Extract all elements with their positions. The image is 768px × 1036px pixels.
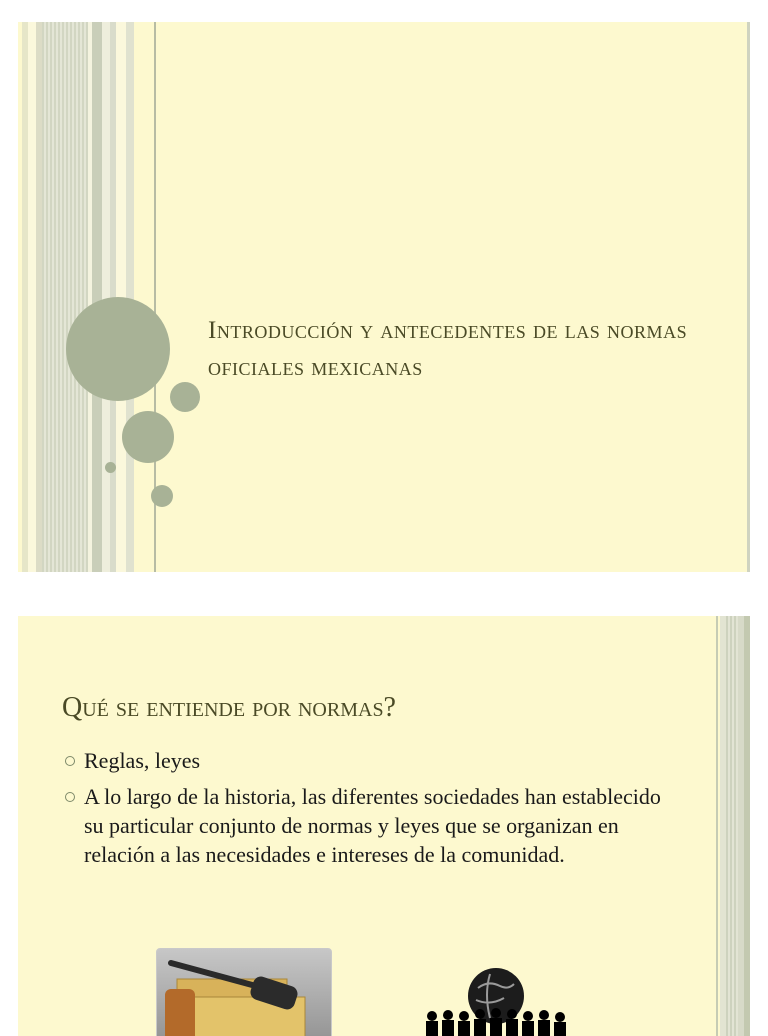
- slide-title-text: Introducción y antecedentes de las normas oficiales mexicanas: [208, 317, 688, 381]
- bullet-list: [62, 746, 682, 876]
- small-circle-2: [151, 485, 173, 507]
- large-circle: [66, 297, 170, 401]
- small-circle: [170, 382, 200, 412]
- bullet-item: [62, 746, 682, 775]
- bullet-text: Reglas, leyes: [84, 748, 201, 773]
- bullet-item: [62, 782, 682, 869]
- hollow-circle-bullet-icon: [65, 792, 75, 802]
- right-edge-line: [747, 22, 750, 572]
- medium-circle: [122, 411, 174, 463]
- gavel-books-image: [156, 948, 332, 1036]
- bullet-text: A lo largo de la historia, las diferentes sociedades han establecido su particular conjunto de normas y leyes que se organizan en relación a las necesidades e intereses de la comunidad.: [84, 784, 661, 867]
- hollow-circle-bullet-icon: [65, 756, 75, 766]
- people-globe-image: [398, 966, 588, 1036]
- slide-heading: Qué se entiende por normas?: [62, 692, 396, 723]
- slide-title: [18, 22, 750, 572]
- slide-content: [18, 616, 750, 1036]
- tiny-circle: [105, 462, 116, 473]
- decorative-stripes: [716, 616, 750, 1036]
- decorative-stripes: [18, 22, 158, 572]
